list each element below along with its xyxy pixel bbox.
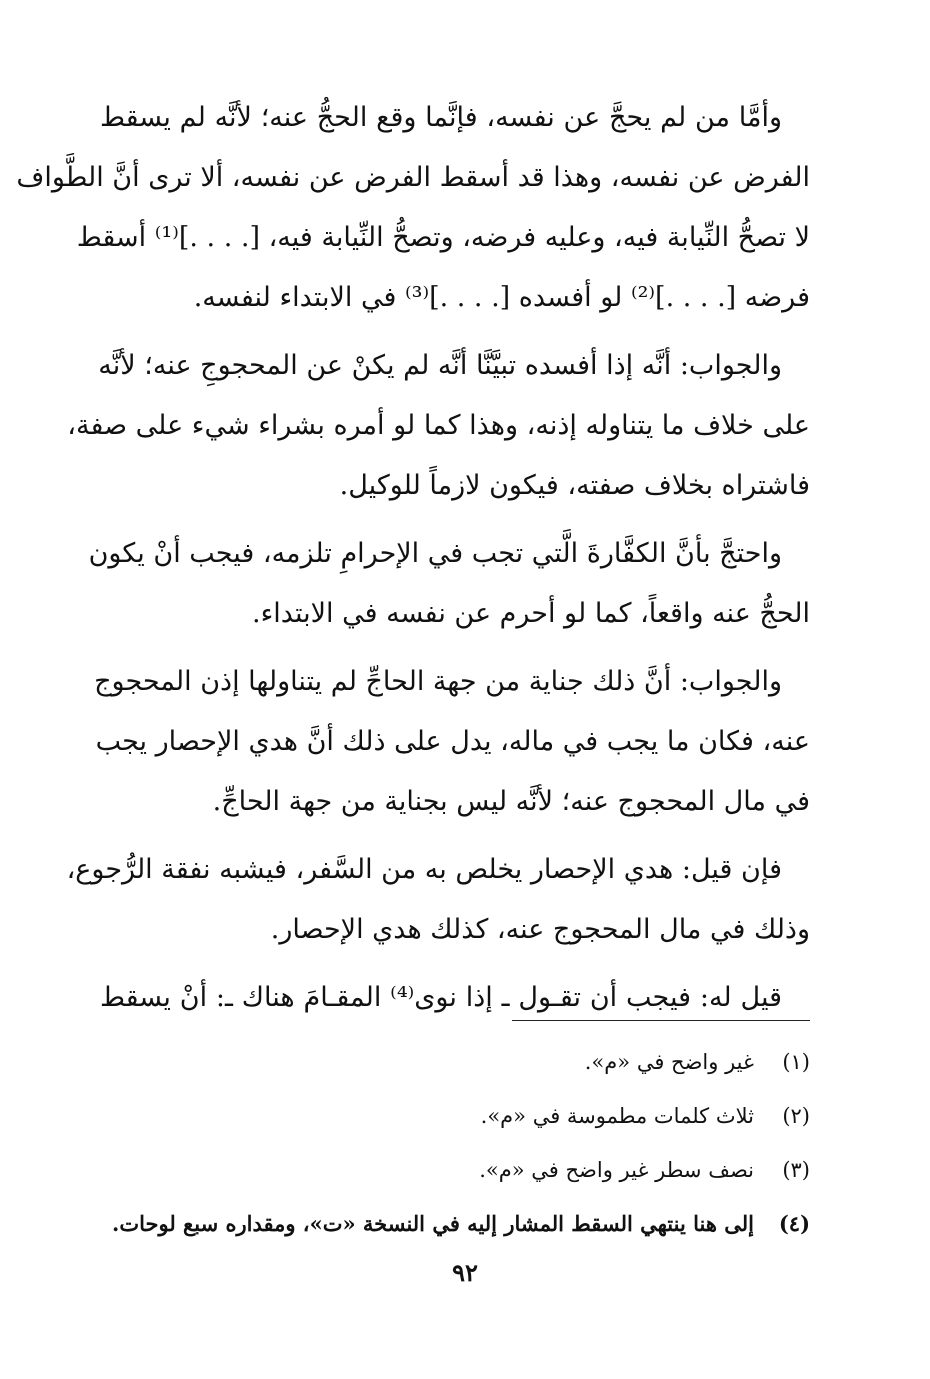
footnote-number: (٤): [778, 1211, 810, 1236]
text-line: على خلاف ما يتناوله إذنه، وهذا كما لو أمره بشراء شيء على صفة،: [67, 410, 810, 441]
page-number: ٩٢: [452, 1258, 478, 1287]
text-line: عنه، فكان ما يجب في ماله، يدل على ذلك أنَّ هدي الإحصار يجب: [95, 726, 810, 757]
paragraph-2: [67, 336, 810, 516]
footnote-number: (١): [782, 1050, 810, 1074]
footnote-2: [100, 1089, 810, 1143]
paragraph-3: [88, 524, 810, 644]
footnote-4: [100, 1197, 810, 1251]
footnote-text: إلى هنا ينتهي السقط المشار إليه في النسخة «ت»، ومقداره سبع لوحات.: [112, 1211, 754, 1236]
text-line: فرضه [. . . .]⁽²⁾ لو أفسده [. . . .]⁽³⁾ في الابتداء لنفسه.: [193, 282, 810, 313]
text-line: فاشتراه بخلاف صفته، فيكون لازماً للوكيل.: [339, 470, 810, 501]
text-line: والجواب: أنَّ ذلك جناية من جهة الحاجِّ لم يتناولها إذن المحجوج: [94, 666, 782, 697]
footnote-text: نصف سطر غير واضح في «م».: [479, 1158, 754, 1182]
text-line: الحجُّ عنه واقعاً، كما لو أحرم عن نفسه في الابتداء.: [252, 598, 810, 629]
text-line: والجواب: أنَّه إذا أفسده تبيَّنَّا أنَّه لم يكنْ عن المحجوجِ عنه؛ لأنَّه: [98, 350, 782, 381]
text-line: في مال المحجوج عنه؛ لأنَّه ليس بجناية من جهة الحاجِّ.: [212, 786, 810, 817]
paragraph-6: [100, 968, 810, 1028]
paragraph-5: [66, 840, 810, 960]
text-line: قيل له: فيجب أن تقـول ـ إذا نوى⁽⁴⁾ المقـامَ هناك ـ: أنْ يسقط: [100, 982, 783, 1013]
text-line: واحتجَّ بأنَّ الكفَّارةَ الَّتي تجب في الإحرامِ تلزمه، فيجب أنْ يكون: [88, 538, 782, 569]
footnote-1: [100, 1035, 810, 1089]
text-line: وأمَّا من لم يحجَّ عن نفسه، فإنَّما وقع الحجُّ عنه؛ لأنَّه لم يسقط: [100, 102, 782, 133]
text-line: فإن قيل: هدي الإحصار يخلص به من السَّفر، فيشبه نفقة الرُّجوع،: [66, 854, 782, 885]
footnotes: [100, 1035, 810, 1251]
paragraph-4: [94, 652, 810, 832]
footnote-text: ثلاث كلمات مطموسة في «م».: [480, 1104, 754, 1128]
text-line: الفرض عن نفسه، وهذا قد أسقط الفرض عن نفسه، ألا ترى أنَّ الطَّواف: [16, 162, 810, 193]
paragraph-1: [16, 88, 810, 328]
footnote-number: (٢): [782, 1104, 810, 1128]
page-body: [16, 88, 810, 1036]
text-line: لا تصحُّ النِّيابة فيه، وعليه فرضه، وتصحُّ النِّيابة فيه، [. . . .]⁽¹⁾ أسقط: [76, 222, 810, 253]
footnote-divider: [512, 1020, 810, 1021]
footnote-number: (٣): [782, 1158, 810, 1182]
footnote-3: [100, 1143, 810, 1197]
footnote-text: غير واضح في «م».: [584, 1050, 754, 1074]
text-line: وذلك في مال المحجوج عنه، كذلك هدي الإحصار.: [270, 914, 810, 945]
